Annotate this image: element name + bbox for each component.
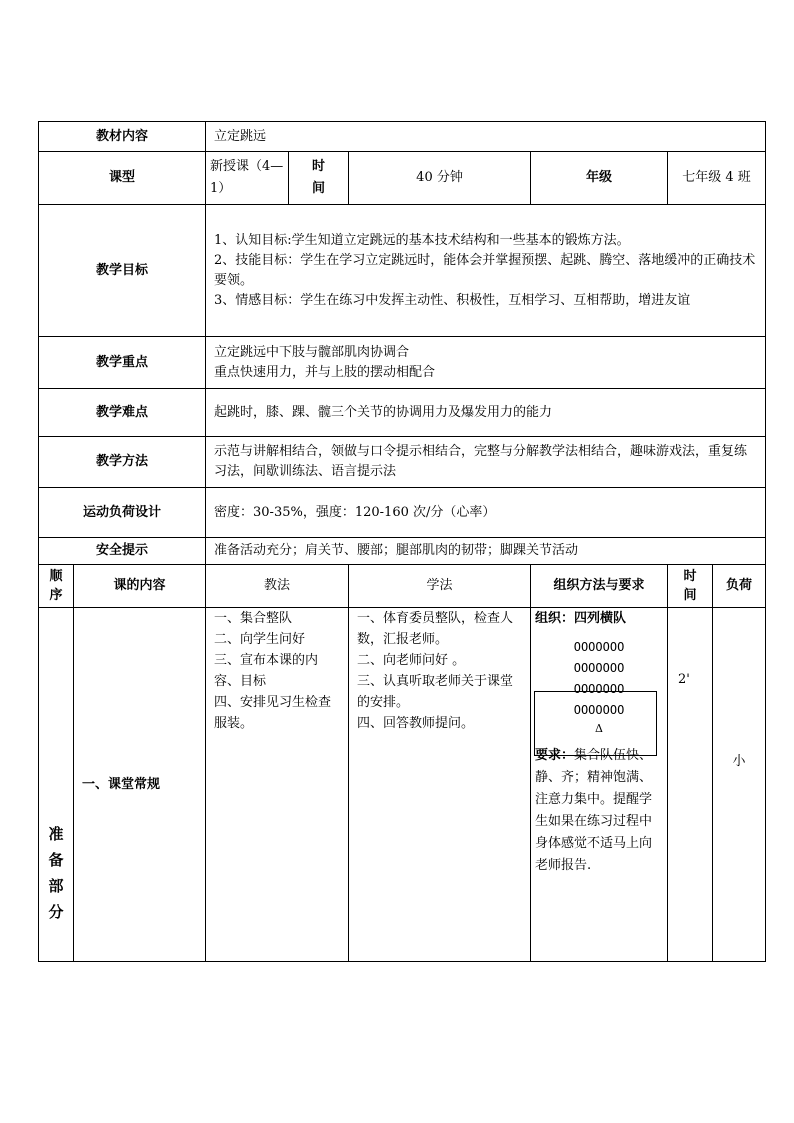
col-time: 时间 xyxy=(668,565,713,608)
col-order: 顺序 xyxy=(39,565,74,608)
goals-label: 教学目标 xyxy=(39,205,206,337)
col-content: 课的内容 xyxy=(74,565,206,608)
requirement-text: 集合队伍快、静、齐；精神饱满、注意力集中。提醒学生如果在练习过程中身体感觉不适马上向老师报告. xyxy=(535,748,653,873)
col-learning: 学法 xyxy=(349,565,531,608)
focus-value xyxy=(206,337,766,389)
lesson-plan-table xyxy=(38,121,766,962)
learning-steps xyxy=(349,608,531,962)
type-label: 课型 xyxy=(39,152,206,205)
content-label: 教材内容 xyxy=(39,122,206,152)
safety-label: 安全提示 xyxy=(39,538,206,565)
load-design-label: 运动负荷设计 xyxy=(39,488,206,538)
load-design-value: 密度：30-35%，强度：120-160 次/分（心率） xyxy=(206,488,766,538)
part-label: 准备部分 xyxy=(48,825,64,921)
formation-row-2: OOOOOOO xyxy=(573,661,625,675)
formation-row-4: OOOOOOO xyxy=(573,703,625,717)
section-load: 小 xyxy=(713,608,766,962)
requirement-label: 要求： xyxy=(535,748,575,763)
col-organization: 组织方法与要求 xyxy=(531,565,668,608)
org-label: 组织：四列横队 xyxy=(535,611,627,626)
safety-value: 准备活动充分；肩关节、腰部；腿部肌肉的韧带；脚踝关节活动 xyxy=(206,538,766,565)
time-value: 40 分钟 xyxy=(349,152,531,205)
grade-value: 七年级 4 班 xyxy=(668,152,766,205)
col-teaching: 教法 xyxy=(206,565,349,608)
focus-line-2: 重点快速用力，并与上肢的摆动相配合 xyxy=(214,364,436,380)
teaching-step-4: 四、安排见习生检查服装。 xyxy=(214,695,332,731)
learning-step-3: 三、认真听取老师关于课堂的安排。 xyxy=(357,674,514,710)
learning-step-4: 四、回答教师提问。 xyxy=(357,716,475,731)
learning-step-2: 二、向老师问好 。 xyxy=(357,653,466,668)
formation-row-1: OOOOOOO xyxy=(573,640,625,654)
goal-line-1: 1、认知目标:学生知道立定跳远的基本技术结构和一些基本的锻炼方法。 xyxy=(214,232,630,248)
content-value: 立定跳远 xyxy=(206,122,766,152)
formation-frame xyxy=(534,691,657,756)
lesson-content: 一、课堂常规 xyxy=(74,608,206,962)
focus-line-1: 立定跳远中下肢与髋部肌肉协调合 xyxy=(214,344,410,360)
difficulty-label: 教学难点 xyxy=(39,389,206,437)
teaching-step-2: 二、向学生问好 xyxy=(214,632,306,647)
type-value: 新授课（4—1） xyxy=(206,152,289,205)
teaching-step-3: 三、宣布本课的内容、目标 xyxy=(214,653,319,689)
col-load: 负荷 xyxy=(713,565,766,608)
time-label: 时间 xyxy=(289,152,349,205)
formation-row-3: OOOOOOO xyxy=(573,682,625,696)
teaching-steps xyxy=(206,608,349,962)
teaching-step-1: 一、集合整队 xyxy=(214,611,293,626)
part-cell xyxy=(39,608,74,962)
organization-cell xyxy=(531,608,668,962)
grade-label: 年级 xyxy=(531,152,668,205)
method-label: 教学方法 xyxy=(39,437,206,488)
difficulty-value: 起跳时，膝、踝、髋三个关节的协调用力及爆发用力的能力 xyxy=(206,389,766,437)
section-time: 2' xyxy=(668,608,713,962)
goal-line-2: 2、技能目标：学生在学习立定跳远时，能体会并掌握预摆、起跳、腾空、落地缓冲的正确技术要领。 xyxy=(214,252,756,288)
learning-step-1: 一、体育委员整队，检查人数，汇报老师。 xyxy=(357,611,514,647)
teacher-position-mark: Δ xyxy=(595,722,603,735)
goals-value xyxy=(206,205,766,337)
focus-label: 教学重点 xyxy=(39,337,206,389)
method-value: 示范与讲解相结合，领做与口令提示相结合，完整与分解教学法相结合，趣味游戏法，重复练习法，间歇训练法、语言提示法 xyxy=(206,437,766,488)
goal-line-3: 3、情感目标：学生在练习中发挥主动性、积极性，互相学习、互相帮助，增进友谊 xyxy=(214,292,691,308)
